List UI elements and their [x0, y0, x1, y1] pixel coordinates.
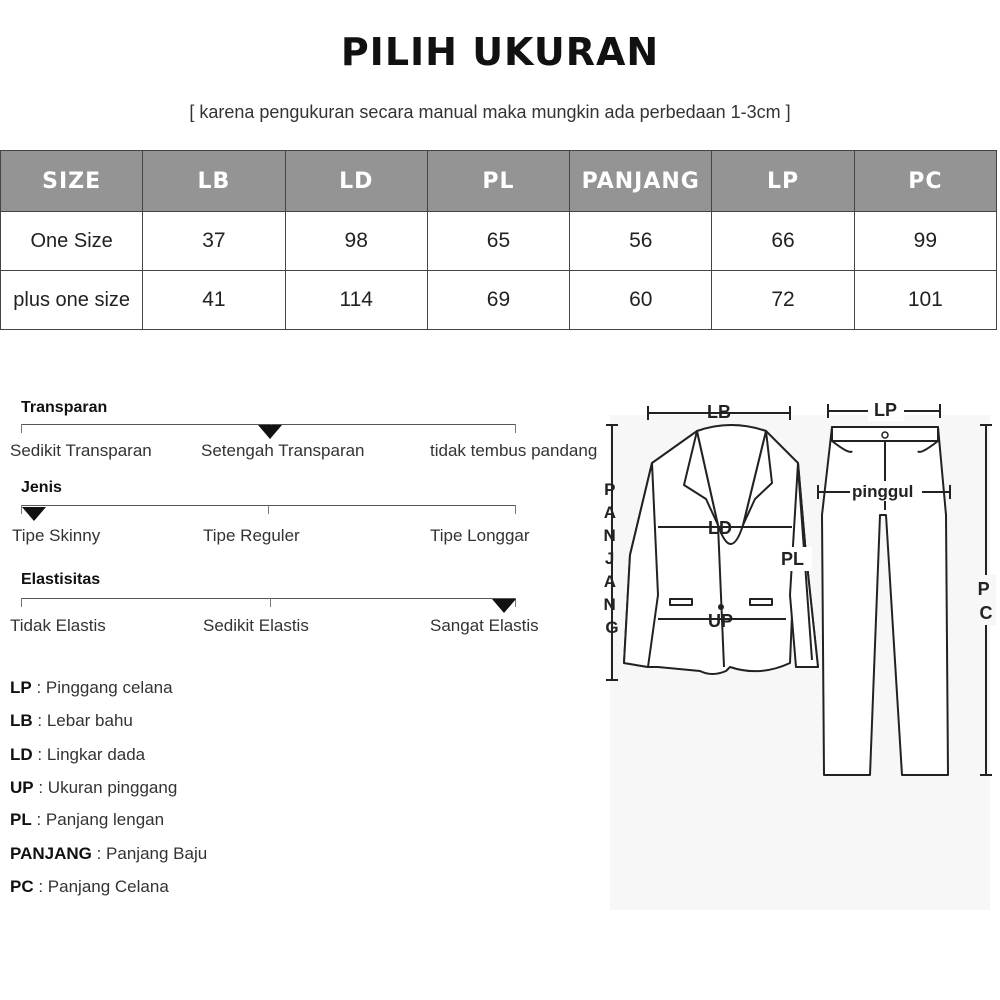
panjang-letter: G — [605, 618, 619, 637]
scale-label: Sangat Elastis — [430, 616, 539, 635]
elastisitas-marker-icon — [492, 599, 516, 613]
measurement-note: [ karena pengukuran secara manual maka mungkin ada perbedaan 1-3cm ] — [189, 102, 791, 122]
scale-tick — [515, 505, 516, 514]
table-row — [1, 271, 997, 330]
table-cell: 60 — [570, 271, 712, 330]
legend-key: UP — [10, 778, 34, 797]
measurement-diagram — [600, 395, 1000, 915]
transparan-marker-icon — [258, 425, 282, 439]
button-icon — [718, 604, 724, 610]
header-lp: LP — [712, 151, 854, 212]
scale-label: Tidak Elastis — [10, 616, 106, 635]
table-cell: 99 — [854, 212, 996, 271]
lp-label: LP — [874, 400, 898, 420]
page-title: PILIH UKURAN — [340, 30, 660, 74]
legend-key: LD — [10, 745, 33, 764]
panjang-letter: J — [604, 549, 615, 568]
transparan-title: Transparan — [21, 399, 108, 416]
table-row — [1, 212, 997, 271]
scale-label: Sedikit Transparan — [10, 441, 152, 460]
header-panjang: PANJANG — [570, 151, 712, 212]
scale-label: Setengah Transparan — [201, 441, 365, 460]
pl-label: PL — [781, 549, 805, 569]
scale-label: Tipe Skinny — [12, 526, 101, 545]
size-table — [0, 150, 997, 330]
header-size: SIZE — [1, 151, 143, 212]
scale-tick — [270, 598, 271, 607]
table-cell: 66 — [712, 212, 854, 271]
table-cell: 72 — [712, 271, 854, 330]
legend-desc: : Panjang Celana — [33, 877, 169, 896]
header-ld: LD — [285, 151, 427, 212]
table-cell: 37 — [143, 212, 285, 271]
header-pl: PL — [427, 151, 569, 212]
table-cell: 69 — [427, 271, 569, 330]
pc-letter: P — [977, 579, 990, 599]
panjang-letter: N — [603, 526, 616, 545]
panjang-letter: P — [604, 480, 616, 499]
legend-desc: : Ukuran pinggang — [33, 778, 178, 797]
table-cell: 98 — [285, 212, 427, 271]
legend-key: PANJANG — [10, 844, 92, 863]
header-pc: PC — [854, 151, 996, 212]
legend-item-pl — [10, 810, 164, 830]
legend-item-panjang — [10, 844, 207, 864]
scale-tick — [268, 505, 269, 514]
left-pocket — [670, 599, 692, 605]
legend-desc: : Panjang lengan — [31, 810, 165, 829]
legend-key: LP — [10, 678, 32, 697]
legend-key: LB — [10, 711, 33, 730]
scale-label: Sedikit Elastis — [203, 616, 309, 635]
elastisitas-title: Elastisitas — [21, 571, 101, 588]
panjang-label — [603, 480, 620, 637]
scale-tick — [21, 598, 22, 607]
table-cell: 56 — [570, 212, 712, 271]
waistband — [832, 427, 938, 441]
right-pocket — [750, 599, 772, 605]
legend-item-lp — [10, 678, 173, 698]
legend-desc: : Pinggang celana — [31, 678, 173, 697]
scale-label: Tipe Reguler — [203, 526, 300, 545]
legend-desc: : Lebar bahu — [32, 711, 133, 730]
table-cell: 41 — [143, 271, 285, 330]
legend-desc: : Lingkar dada — [32, 745, 146, 764]
pinggul-label: pinggul — [852, 482, 914, 501]
table-cell: 114 — [285, 271, 427, 330]
jenis-marker-icon — [22, 507, 46, 521]
legend-key: PL — [10, 810, 32, 829]
legend-item-pc — [10, 877, 169, 897]
lb-label: LB — [707, 402, 731, 422]
table-header-row — [1, 151, 997, 212]
jenis-title: Jenis — [21, 479, 62, 496]
legend-key: PC — [10, 877, 34, 896]
table-cell-size: plus one size — [1, 271, 143, 330]
scale-tick — [21, 424, 22, 433]
scale-label: Tipe Longgar — [430, 526, 530, 545]
panjang-letter: A — [603, 503, 616, 522]
panjang-letter: N — [603, 595, 616, 614]
elastisitas-scale-line — [21, 598, 516, 599]
scale-tick — [515, 424, 516, 433]
legend-item-up — [10, 778, 177, 798]
table-cell-size: One Size — [1, 212, 143, 271]
table-cell: 101 — [854, 271, 996, 330]
legend-item-lb — [10, 711, 133, 731]
scale-label: tidak tembus pandang — [430, 441, 598, 460]
ld-label: LD — [708, 518, 732, 538]
legend-item-ld — [10, 745, 145, 765]
table-cell: 65 — [427, 212, 569, 271]
legend-desc: : Panjang Baju — [91, 844, 208, 863]
panjang-letter: A — [603, 572, 616, 591]
up-label: UP — [708, 611, 734, 631]
header-lb: LB — [143, 151, 285, 212]
pc-letter: C — [979, 603, 993, 623]
